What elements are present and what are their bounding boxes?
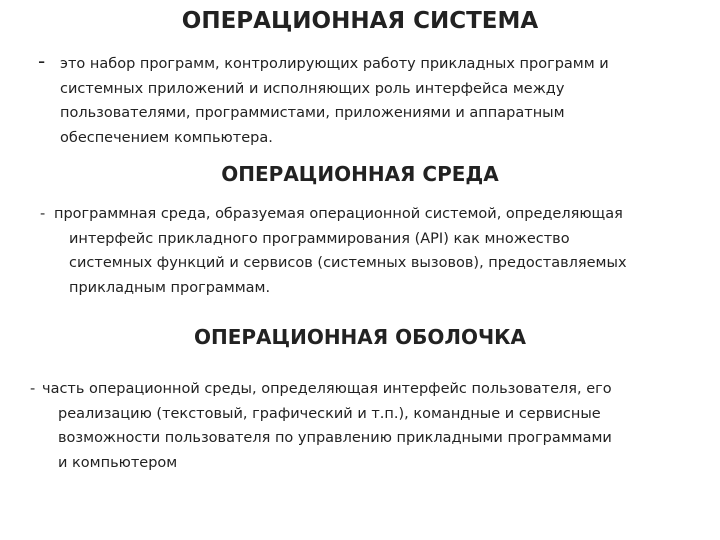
definition-line: системных функций и сервисов (системных вызовов), предоставляемых xyxy=(69,255,627,271)
bullet-dash: - xyxy=(38,49,46,73)
definition-operating-system xyxy=(38,49,700,150)
definition-line: обеспечением компьютера. xyxy=(60,129,273,146)
definition-operating-environment xyxy=(40,202,704,300)
definition-line: системных приложений и исполняющих роль интерфейса между xyxy=(60,80,565,97)
definition-line: интерфейс прикладного программирования (API) как множество xyxy=(69,230,570,247)
title-operating-environment: ОПЕРАЦИОННАЯ СРЕДА xyxy=(221,162,499,186)
title-operating-system: ОПЕРАЦИОННАЯ СИСТЕМА xyxy=(181,8,539,34)
title-operating-shell: ОПЕРАЦИОННАЯ ОБОЛОЧКА xyxy=(193,325,526,349)
definition-line: часть операционной среды, определяющая интерфейс пользователя, его xyxy=(42,381,612,397)
definition-operating-shell xyxy=(30,377,696,475)
definition-line: реализацию (текстовый, графический и т.п.), командные и сервисные xyxy=(58,405,601,422)
definition-line: пользователями, программистами, приложениями и аппаратным xyxy=(60,105,565,121)
definition-line: и компьютером xyxy=(58,454,178,471)
definition-line: прикладным программам. xyxy=(69,279,271,296)
definition-line: возможности пользователя по управлению прикладными программами xyxy=(58,430,612,446)
bullet-dash: - xyxy=(40,206,46,222)
bullet-dash: - xyxy=(30,381,36,397)
definition-line: это набор программ, контролирующих работу прикладных программ и xyxy=(60,56,609,72)
definition-line: программная среда, образуемая операционной системой, определяющая xyxy=(54,206,623,222)
